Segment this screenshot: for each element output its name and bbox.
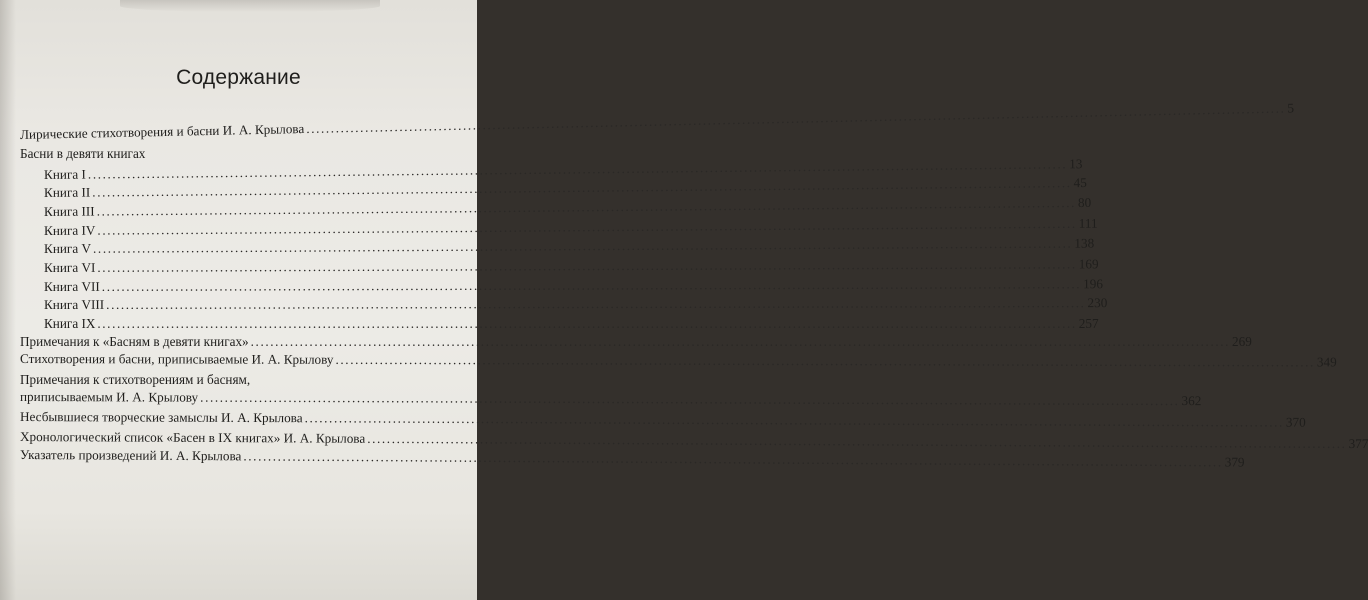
toc-entry-page: 379 [1224,454,1245,470]
toc-entry [43,194,1092,220]
toc-entry-title: Несбывшиеся творческие замыслы И. А. Крылова [19,409,303,426]
dot-leader: ........................................................................................................................................................................................................ [335,351,1315,370]
dot-leader: ........................................................................................................................................................................................................ [92,235,1073,256]
toc-entry-page: 377 [1348,435,1368,452]
dot-leader: ........................................................................................................................................................................................................ [304,410,1284,430]
dot-leader: ........................................................................................................................................................................................................ [87,156,1068,182]
toc-entry-page: 257 [1078,316,1099,331]
dot-leader: ........................................................................................................................................................................................................ [250,334,1231,349]
toc-entry-title: Лирические стихотворения и басни И. А. Крылова [19,121,305,142]
toc-entry-title: Указатель произведений И. А. Крылова [19,447,242,464]
toc-entry [19,350,1337,370]
dot-leader: ........................................................................................................................................................................................................ [96,194,1077,219]
toc-entry-title: Книга VII [43,278,100,294]
toc-entry-page: 5 [1287,100,1295,116]
toc-entry-page: 362 [1181,393,1202,409]
toc-entry-title-line1: Примечания к стихотворениям и басням, [20,372,251,387]
toc-entry-title: Книга II [43,184,91,200]
toc-entry [43,174,1087,201]
toc-entry [19,388,1202,409]
toc-entry [20,333,1252,350]
toc-entry-title: Книга IX [44,316,96,331]
toc-entry-title: приписываемым И. А. Крылову [19,389,199,405]
dot-leader: ........................................................................................................................................................................................................ [92,175,1072,200]
toc-entry [19,100,1295,143]
toc-entry-title: Книга I [43,166,86,182]
toc-entry-page: 13 [1069,156,1083,172]
dot-leader: ........................................................................................................................................................................................................ [106,295,1086,312]
toc-entry [43,235,1095,257]
toc-entry [43,276,1103,295]
toc-section-heading: Басни в девяти книгах [20,146,146,161]
toc-entry-page: 111 [1078,215,1098,231]
toc-entry [44,315,1099,332]
toc-entry [19,446,1245,470]
toc-entry [43,256,1099,276]
dot-leader: ........................................................................................................................................................................................................ [97,256,1077,275]
toc-entry [19,428,1368,452]
toc-entry-page: 80 [1077,194,1092,210]
dot-leader: ........................................................................................................................................................................................................ [306,100,1286,137]
dot-leader: ........................................................................................................................................................................................................ [97,316,1077,331]
toc-entry-title: Книга V [43,240,92,256]
dot-leader: ........................................................................................................................................................................................................ [243,448,1223,470]
toc-entry-title: Примечания к «Басням в девяти книгах» [20,334,249,349]
toc-entry [43,215,1098,239]
toc-entry-title: Книга VIII [43,296,105,312]
toc-entry-title: Книга III [43,203,95,219]
toc-entry-page: 45 [1073,174,1087,191]
toc-entry-page: 230 [1087,295,1108,311]
toc-entry-title: Хронологический список «Басен в IX книгах» И. А. Крылова [19,429,366,446]
toc-entry-page: 196 [1083,276,1103,292]
toc-entry-title: Стихотворения и басни, приписываемые И. А. Крылову [19,351,334,367]
toc-entry-title: Книга VI [43,259,96,275]
toc-entry-page: 269 [1232,334,1252,349]
toc-entry [19,408,1306,430]
dot-leader: ........................................................................................................................................................................................................ [200,389,1180,409]
toc-entry-page: 138 [1074,235,1095,251]
toc-entry-page: 169 [1078,256,1099,272]
page-title: Содержание [176,66,301,89]
toc-entry-page: 370 [1285,414,1306,430]
dot-leader: ........................................................................................................................................................................................................ [101,276,1082,294]
dot-leader: ........................................................................................................................................................................................................ [367,430,1347,451]
toc-entry-page: 349 [1316,354,1337,370]
toc-entry [43,295,1108,313]
toc-entry-title: Книга IV [43,222,96,238]
dot-leader: ........................................................................................................................................................................................................ [97,215,1077,238]
